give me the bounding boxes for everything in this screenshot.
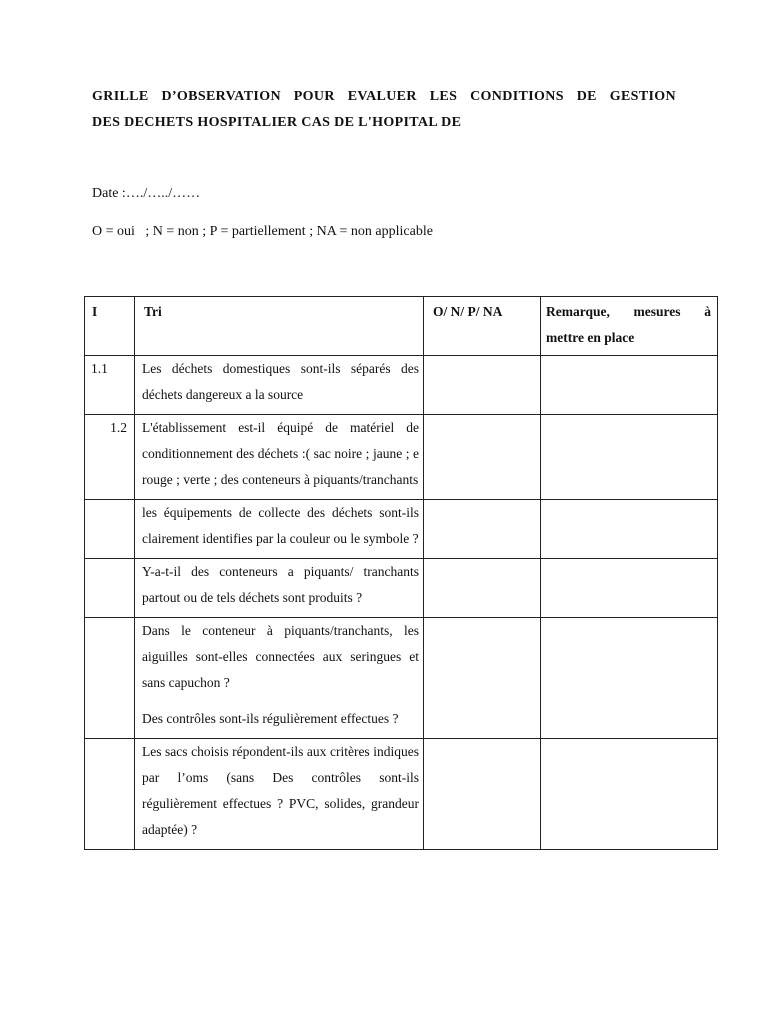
table-row [85, 739, 718, 850]
answer-legend: O = oui ; N = non ; P = partiellement ; NA = non applicable [92, 224, 433, 239]
answer-cell[interactable] [424, 739, 541, 850]
row-question: Y-a-t-il des conteneurs a piquants/ tranchants partout ou de tels déchets sont produits ? [135, 559, 424, 618]
answer-cell[interactable] [424, 415, 541, 500]
row-number [85, 500, 135, 559]
row-question: Les déchets domestiques sont-ils séparés des déchets dangereux a la source [135, 356, 424, 415]
header-remarks: Remarque, mesures à mettre en place [541, 297, 718, 356]
remarks-cell[interactable] [541, 559, 718, 618]
table-row [85, 500, 718, 559]
remarks-cell[interactable] [541, 356, 718, 415]
remarks-cell[interactable] [541, 500, 718, 559]
title-line-1: GRILLE D’OBSERVATION POUR EVALUER LES CONDITIONS DE GESTION [92, 89, 676, 104]
table-row [85, 559, 718, 618]
header-index: I [85, 297, 135, 356]
answer-cell[interactable] [424, 500, 541, 559]
answer-cell[interactable] [424, 618, 541, 739]
title-line-2: DES DECHETS HOSPITALIER CAS DE L'HOPITAL DE [92, 115, 462, 130]
row-question: les équipements de collecte des déchets sont-ils clairement identifies par la couleur ou le symbole ? [135, 500, 424, 559]
table-row [85, 618, 718, 739]
table-header-row [85, 297, 718, 356]
row-question: L'établissement est-il équipé de matériel de conditionnement des déchets :( sac noire ; jaune ; e rouge ; verte ; des conteneurs à piquants/tranchants [135, 415, 424, 500]
table-row [85, 356, 718, 415]
header-tri: Tri [135, 297, 424, 356]
row-number [85, 618, 135, 739]
row-question: Dans le conteneur à piquants/tranchants, les aiguilles sont-elles connectées aux seringues et sans capuchon ? Des contrôles sont-ils régulièrement effectues ? [135, 618, 424, 739]
table-row [85, 415, 718, 500]
header-answer: O/ N/ P/ NA [424, 297, 541, 356]
document-title [92, 84, 676, 136]
remarks-cell[interactable] [541, 618, 718, 739]
row-number: 1.2 [85, 415, 135, 500]
row-number: 1.1 [85, 356, 135, 415]
row-question: Les sacs choisis répondent-ils aux critères indiques par l’oms (sans Des contrôles sont-ils régulièrement effectues ? PVC, solides, grandeur adaptée) ? [135, 739, 424, 850]
row-number [85, 559, 135, 618]
observation-table [84, 296, 718, 850]
answer-cell[interactable] [424, 356, 541, 415]
answer-cell[interactable] [424, 559, 541, 618]
remarks-cell[interactable] [541, 415, 718, 500]
remarks-cell[interactable] [541, 739, 718, 850]
date-line: Date :…./…../…… [92, 186, 201, 201]
row-question-extra: Des contrôles sont-ils régulièrement effectues ? [142, 711, 399, 726]
row-number [85, 739, 135, 850]
